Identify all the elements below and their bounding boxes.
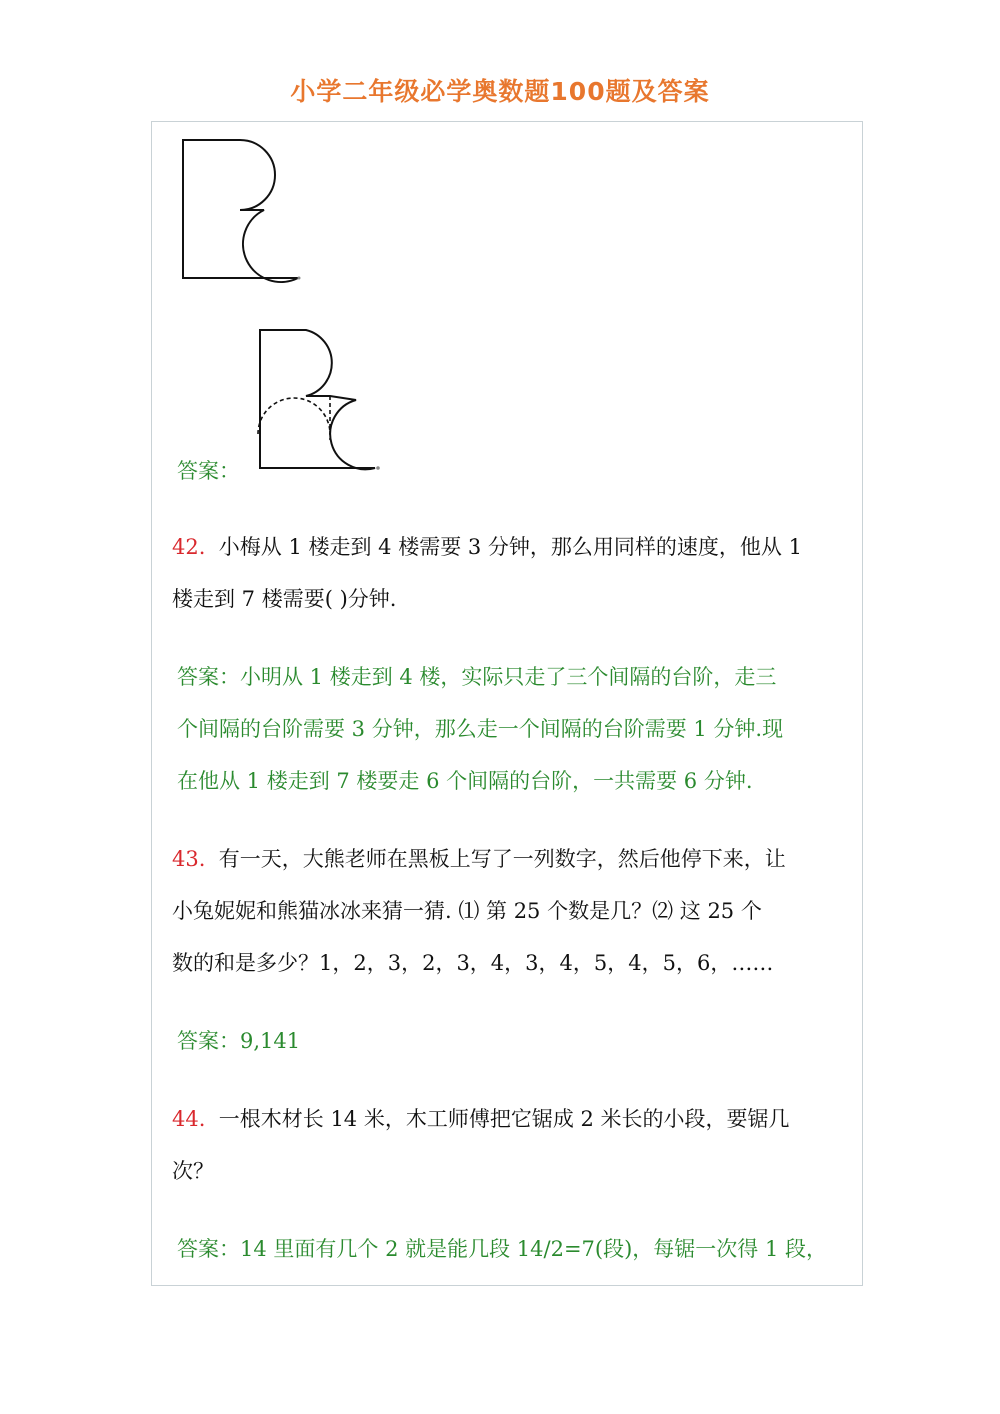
question-43-number: 43. (172, 847, 206, 871)
answer-42-line-2: 个间隔的台阶需要 3 分钟，那么走一个间隔的台阶需要 1 分钟.现 (177, 717, 784, 741)
shape-figure-answer (244, 322, 389, 477)
answer-42-line-1: 答案：小明从 1 楼走到 4 楼，实际只走了三个间隔的台阶，走三 (177, 665, 777, 689)
answer-44-line-1: 答案：14 里面有几个 2 就是能几段 14/2=7(段)，每锯一次得 1 段， (177, 1237, 827, 1261)
question-43-line-1: 43. 有一天，大熊老师在黑板上写了一列数字，然后他停下来，让 (172, 847, 786, 871)
shape-figure-question (174, 132, 314, 287)
question-43-line-3: 数的和是多少？1，2，3，2，3，4，3，4，5，4，5，6，…… (172, 951, 774, 975)
question-44-number: 44. (172, 1107, 206, 1131)
question-42-number: 42. (172, 535, 206, 559)
answer-42-line-3: 在他从 1 楼走到 7 楼要走 6 个间隔的台阶，一共需要 6 分钟. (177, 769, 753, 793)
question-44-line-1: 44. 一根木材长 14 米，木工师傅把它锯成 2 米长的小段，要锯几 (172, 1107, 790, 1131)
question-44-line-2: 次？ (172, 1159, 214, 1183)
question-42-line-1: 42. 小梅从 1 楼走到 4 楼需要 3 分钟，那么用同样的速度，他从 1 (172, 535, 802, 559)
question-43-line-2: 小兔妮妮和熊猫冰冰来猜一猜. ⑴ 第 25 个数是几？⑵ 这 25 个 (172, 899, 762, 923)
page-title: 小学二年级必学奥数题100题及答案 (290, 77, 710, 106)
figure-answer-label: 答案： (177, 459, 240, 483)
answer-43-line-1: 答案：9,141 (177, 1029, 301, 1053)
question-42-line-2: 楼走到 7 楼需要( )分钟. (172, 587, 397, 611)
